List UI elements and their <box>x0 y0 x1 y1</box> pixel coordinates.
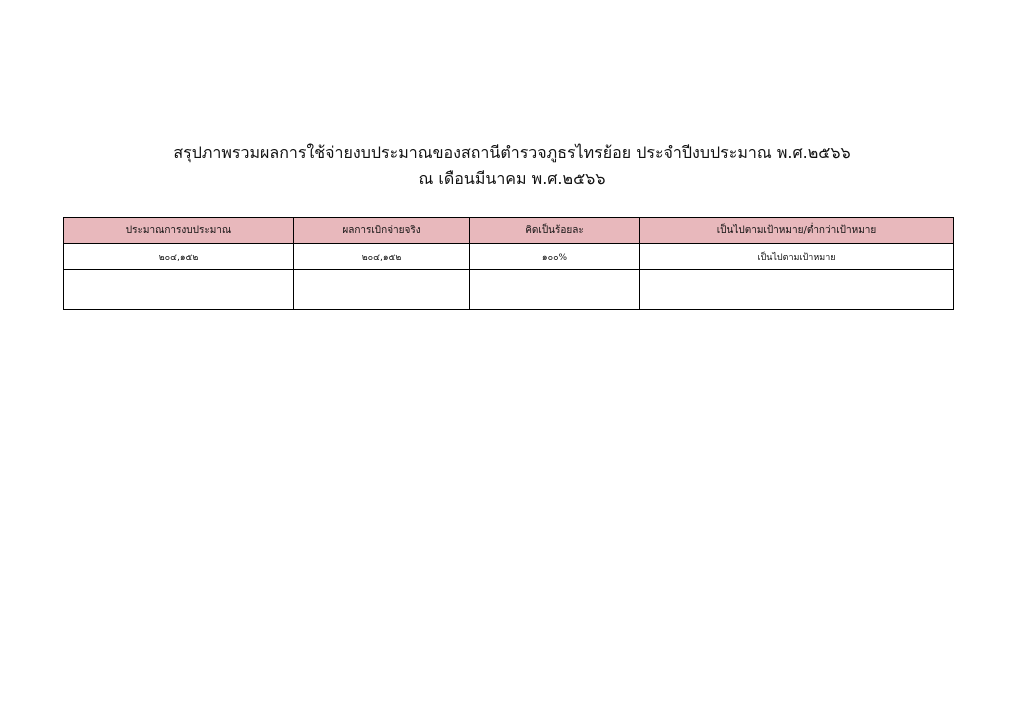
cell-actual-disbursement <box>294 270 470 310</box>
header-actual-disbursement: ผลการเบิกจ่ายจริง <box>294 218 470 244</box>
cell-target-status: เป็นไปตามเป้าหมาย <box>640 244 954 270</box>
cell-percentage <box>470 270 640 310</box>
budget-summary-table <box>63 217 954 310</box>
cell-estimated-budget <box>64 270 294 310</box>
header-estimated-budget: ประมาณการงบประมาณ <box>64 218 294 244</box>
cell-percentage: ๑๐๐% <box>470 244 640 270</box>
cell-estimated-budget: ๒๐๔,๑๕๒ <box>64 244 294 270</box>
report-title-block <box>0 140 1024 192</box>
header-target-status: เป็นไปตามเป้าหมาย/ต่ำกว่าเป้าหมาย <box>640 218 954 244</box>
report-subtitle-date: ณ เดือนมีนาคม พ.ศ.๒๕๖๖ <box>418 169 606 188</box>
table-header-row <box>64 218 954 244</box>
header-percentage: คิดเป็นร้อยละ <box>470 218 640 244</box>
cell-actual-disbursement: ๒๐๔,๑๕๒ <box>294 244 470 270</box>
table-row <box>64 244 954 270</box>
table-row <box>64 270 954 310</box>
report-title: สรุปภาพรวมผลการใช้จ่ายงบประมาณของสถานีตำรวจภูธรไทรย้อย ประจำปีงบประมาณ พ.ศ.๒๕๖๖ <box>173 143 851 162</box>
cell-target-status <box>640 270 954 310</box>
